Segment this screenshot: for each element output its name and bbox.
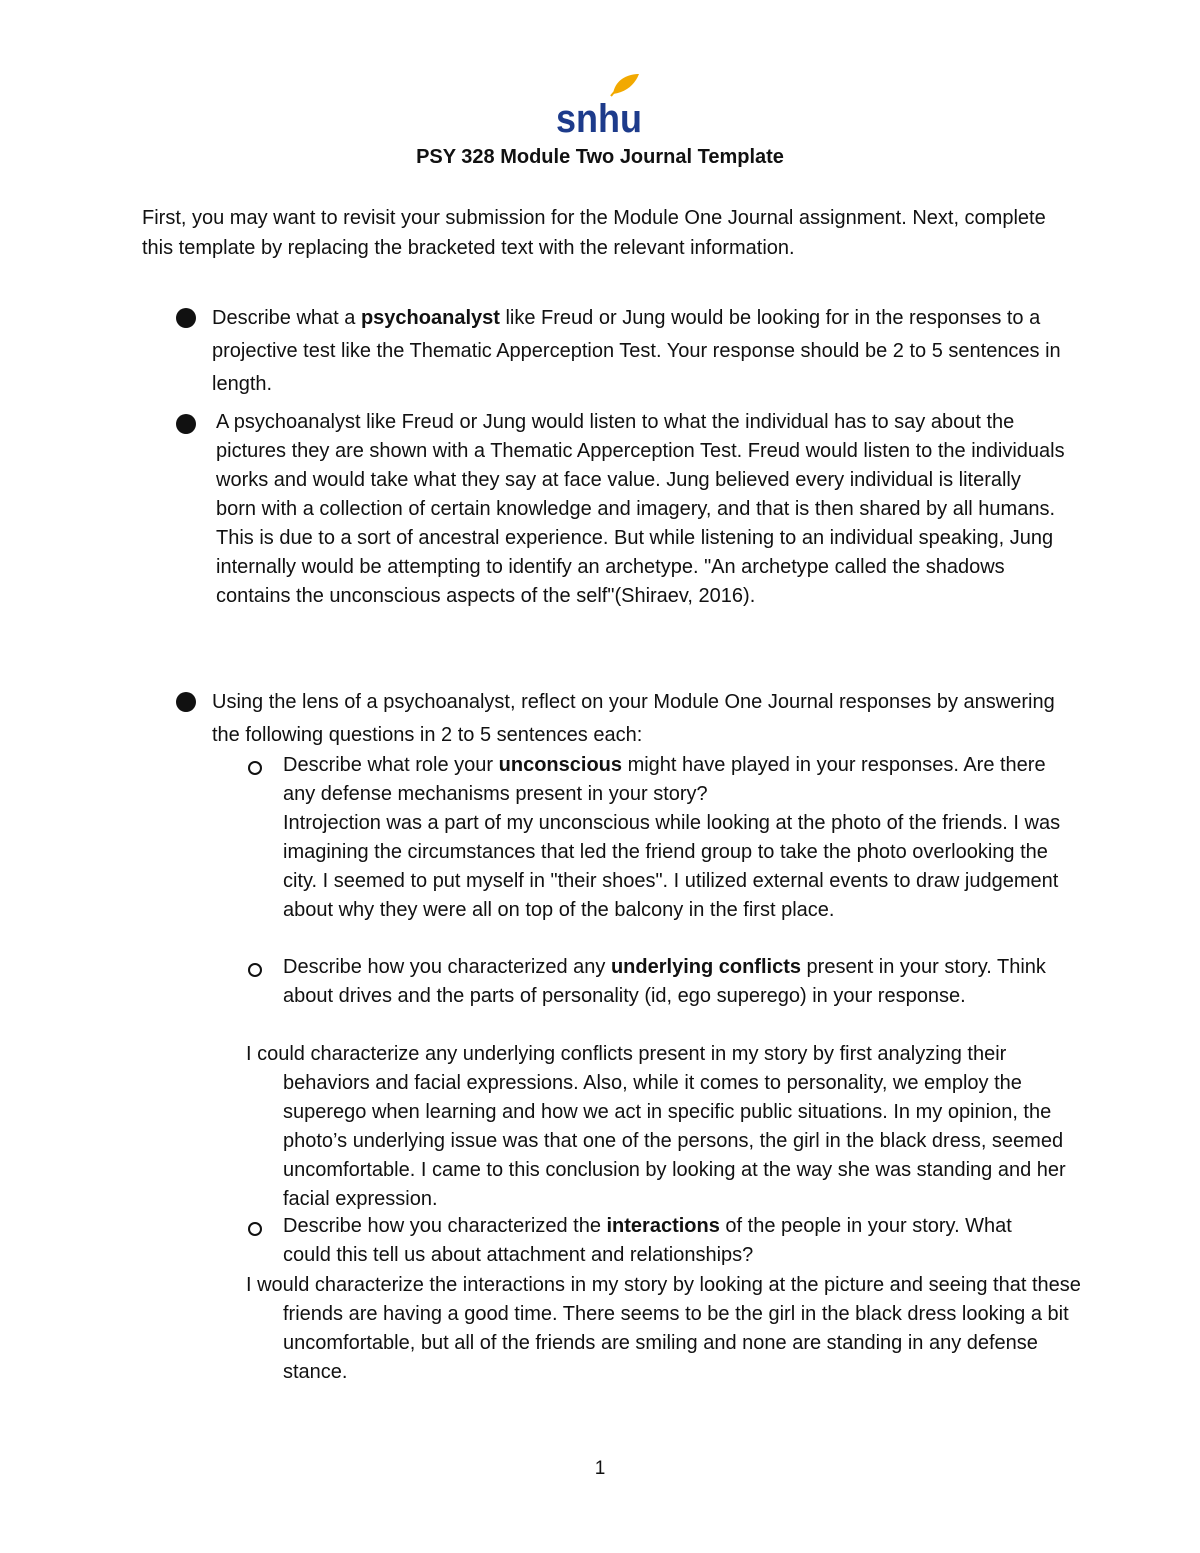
sub-3-pre: Describe how you characterized the bbox=[283, 1215, 607, 1237]
bullet-1 bbox=[212, 302, 1062, 401]
bullet-dot-2 bbox=[176, 414, 196, 434]
sub-bullet-ring-3 bbox=[248, 1222, 262, 1236]
sub-1-post: might have played in your responses. Are there any defense mechanisms present in your story? bbox=[283, 754, 1046, 805]
sub-2-bold: underlying conflicts bbox=[610, 956, 801, 978]
sub-3-post: of the people in your story. What could this tell us about attachment and relationships? bbox=[283, 1215, 1012, 1266]
bullet-1-bold: psychoanalyst bbox=[360, 307, 500, 329]
bullet-3-text: Using the lens of a psychoanalyst, reflect on your Module One Journal responses by answering the following questions in 2 to 5 sentences each: bbox=[212, 691, 1055, 746]
sub-2-pre: Describe how you characterized any bbox=[283, 956, 611, 978]
sub-question-1 bbox=[283, 751, 1063, 925]
bullet-dot-3 bbox=[176, 692, 196, 712]
sub-2-post: present in your story. Think about drives and the parts of personality (id, ego superego) in your response. bbox=[283, 956, 1046, 1007]
sub-bullet-ring-2 bbox=[248, 963, 262, 977]
sub-3-bold: interactions bbox=[606, 1215, 720, 1237]
sub-1-bold: unconscious bbox=[498, 754, 623, 776]
bullet-2-text: A psychoanalyst like Freud or Jung would listen to what the individual has to say about the pictures they are shown with a Thematic Apperception Test. Freud would listen to the individuals works and would take what they say at face value. Jung believed every individual is literally born with a collection of certain knowledge and imagery, and that is then shared by all humans. This is due to a sort of ancestral experience. But while listening to an individual speaking, Jung internally would be attempting to identify an archetype. "An archetype called the shadows contains the unconscious aspects of the self"(Shiraev, 2016). bbox=[216, 411, 1065, 607]
sub-3-answer: I would characterize the interactions in my story by looking at the picture and seeing that these friends are having a good time. There seems to be the girl in the black dress looking a bit uncomfortable, but all of the friends are smiling and none are standing in any defense stance. bbox=[246, 1274, 1081, 1383]
logo-text: snhu bbox=[556, 97, 642, 136]
sub-question-2 bbox=[283, 953, 1063, 1011]
bullet-1-post: like Freud or Jung would be looking for in the responses to a projective test like the Thematic Apperception Test. Your response should be 2 to 5 sentences in length. bbox=[212, 307, 1061, 395]
bullet-2 bbox=[212, 408, 1066, 611]
intro-paragraph: First, you may want to revisit your submission for the Module One Journal assignment. Next, complete this template by replacing the bracketed text with the relevant information. bbox=[142, 207, 1046, 259]
bullet-3 bbox=[212, 686, 1062, 752]
sub-bullet-ring-1 bbox=[248, 761, 262, 775]
sub-1-pre: Describe what role your bbox=[283, 754, 499, 776]
bullet-dot-1 bbox=[176, 308, 196, 328]
bullet-1-pre: Describe what a bbox=[212, 307, 361, 329]
snhu-logo bbox=[553, 72, 645, 136]
page-title: PSY 328 Module Two Journal Template bbox=[416, 146, 784, 168]
sub-1-answer: Introjection was a part of my unconscious while looking at the photo of the friends. I was imagining the circumstances that led the friend group to take the photo overlooking the city. I seemed to put myself in "their shoes". I utilized external events to draw judgement about why they were all on top of the balcony in the first place. bbox=[283, 812, 1061, 921]
page-number: 1 bbox=[594, 1458, 606, 1479]
sub-2-answer: I could characterize any underlying conflicts present in my story by first analyzing their behaviors and facial expressions. Also, while it comes to personality, we employ the superego when learning and how we act in specific public situations. In my opinion, the photo’s underlying issue was that one of the persons, the girl in the black dress, seemed uncomfortable. I came to this conclusion by looking at the way she was standing and her facial expression. bbox=[246, 1043, 1066, 1210]
sub-question-3 bbox=[283, 1212, 1063, 1270]
